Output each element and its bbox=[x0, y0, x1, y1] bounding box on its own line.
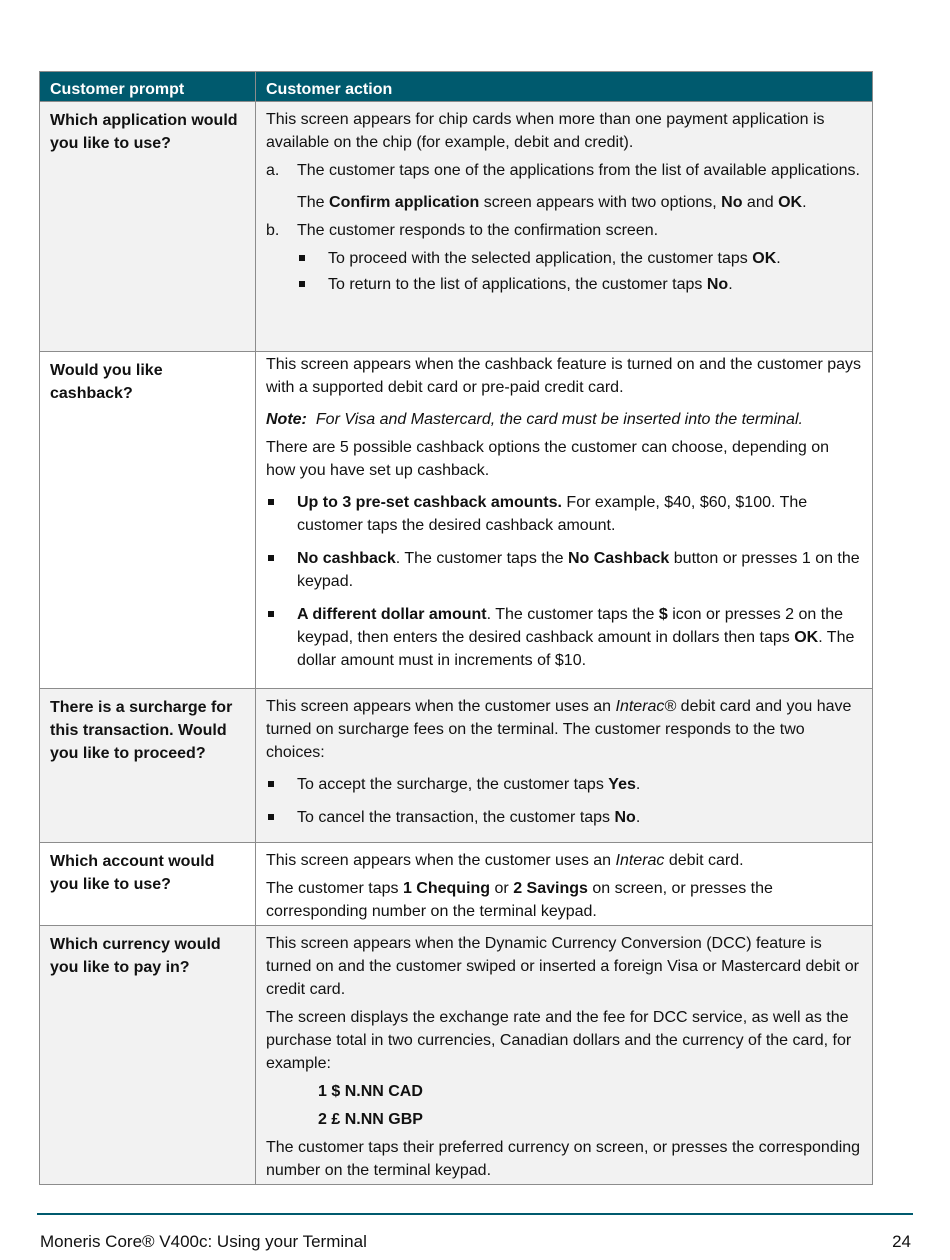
list-item bbox=[266, 547, 862, 593]
text: on screen, or presses the corresponding number on the terminal keypad. bbox=[266, 880, 773, 920]
text: This screen appears when the customer uses an bbox=[266, 698, 616, 715]
text: . bbox=[776, 250, 781, 267]
paragraph: This screen appears when the Dynamic Currency Conversion (DCC) feature is turned on and the customer swiped or inserted a foreign Visa or Mastercard debit or credit card. bbox=[266, 935, 859, 998]
action-cell bbox=[256, 843, 873, 926]
page-number: 24 bbox=[892, 1232, 911, 1251]
header-customer-prompt: Customer prompt bbox=[40, 72, 256, 102]
list-item bbox=[266, 491, 862, 537]
action-cell bbox=[256, 689, 873, 843]
text: This screen appears when the customer uses an bbox=[266, 852, 616, 869]
text: . The customer taps the bbox=[395, 550, 568, 567]
list-item bbox=[266, 806, 862, 829]
text: and bbox=[742, 194, 779, 211]
paragraph bbox=[266, 695, 862, 764]
text: To return to the list of applications, the customer taps bbox=[328, 276, 707, 293]
step-text: The customer taps one of the applications from the list of available applications. bbox=[297, 162, 860, 179]
prompt-cell: Which currency would you like to pay in? bbox=[40, 926, 256, 1185]
prompt-cell: Which account would you like to use? bbox=[40, 843, 256, 926]
paragraph bbox=[266, 877, 862, 923]
text: To cancel the transaction, the customer taps bbox=[297, 809, 615, 826]
table-row bbox=[40, 102, 873, 352]
bold-text: No bbox=[721, 194, 743, 211]
step-text: The customer responds to the confirmation screen. bbox=[297, 222, 659, 239]
italic-text: Interac bbox=[615, 852, 665, 869]
bold-text: OK bbox=[794, 629, 819, 646]
paragraph: The customer taps their preferred currency on screen, or presses the corresponding number on the terminal keypad. bbox=[266, 1139, 861, 1179]
text: screen appears with two options, bbox=[479, 194, 722, 211]
list-item bbox=[266, 603, 862, 672]
text: . bbox=[635, 776, 641, 793]
bold-text: OK bbox=[778, 194, 803, 211]
text: To accept the surcharge, the customer taps bbox=[297, 776, 609, 793]
table-row bbox=[40, 926, 873, 1185]
prompt-cell: Would you like cashback? bbox=[40, 352, 256, 689]
note-label: Note: bbox=[266, 411, 307, 428]
action-cell bbox=[256, 926, 873, 1185]
table-row bbox=[40, 352, 873, 689]
prompt-cell: Which application would you like to use? bbox=[40, 102, 256, 352]
currency-example: 1 $ N.NN CAD bbox=[318, 1083, 423, 1100]
text: debit card. bbox=[664, 852, 744, 869]
step-b bbox=[266, 219, 862, 242]
paragraph: This screen appears when the cashback feature is turned on and the customer pays with a supported debit card or pre-paid credit card. bbox=[266, 356, 862, 396]
footer-title: Moneris Core® V400c: Using your Terminal bbox=[40, 1232, 367, 1251]
note bbox=[266, 408, 862, 431]
text: The customer taps bbox=[266, 880, 403, 897]
bold-text: A different dollar amount bbox=[297, 606, 487, 623]
list-item bbox=[266, 247, 862, 270]
bold-text: No cashback bbox=[297, 550, 396, 567]
bold-text: 2 Savings bbox=[513, 880, 588, 897]
step-label: a. bbox=[266, 162, 280, 179]
paragraph: This screen appears for chip cards when more than one payment application is available on the chip (for example, debit and credit). bbox=[266, 111, 825, 151]
text: . The customer taps the bbox=[486, 606, 659, 623]
text: . bbox=[635, 809, 641, 826]
text: or bbox=[490, 880, 514, 897]
action-cell bbox=[256, 352, 873, 689]
text: For example, $40, $60, $100. The customer taps the desired cashback amount. bbox=[297, 494, 808, 534]
text: . The dollar amount must in increments of $10. bbox=[297, 629, 855, 669]
step-label: b. bbox=[266, 222, 280, 239]
list-item bbox=[266, 273, 862, 296]
step-a bbox=[266, 159, 862, 182]
bold-text: No bbox=[706, 276, 729, 293]
bold-text: Confirm application bbox=[329, 194, 480, 211]
customer-prompts-table bbox=[39, 71, 873, 1185]
bold-text: Yes bbox=[608, 776, 636, 793]
bold-text: Up to 3 pre-set cashback amounts. bbox=[297, 494, 562, 511]
text: button or presses 1 on the keypad. bbox=[297, 550, 860, 590]
prompt-cell: There is a surcharge for this transaction. Would you like to proceed? bbox=[40, 689, 256, 843]
text: . bbox=[728, 276, 733, 293]
bold-text: $ bbox=[658, 606, 668, 623]
bold-text: 1 Chequing bbox=[402, 880, 491, 897]
paragraph: There are 5 possible cashback options the customer can choose, depending on how you have set up cashback. bbox=[266, 439, 830, 479]
header-customer-action: Customer action bbox=[256, 72, 873, 102]
text: . bbox=[802, 194, 807, 211]
confirm-paragraph bbox=[266, 191, 862, 214]
paragraph bbox=[266, 849, 862, 872]
currency-example: 2 £ N.NN GBP bbox=[318, 1111, 423, 1128]
italic-text: Interac® bbox=[615, 698, 677, 715]
action-cell bbox=[256, 102, 873, 352]
note-text: For Visa and Mastercard, the card must be inserted into the terminal. bbox=[315, 411, 803, 428]
list-item bbox=[266, 773, 862, 796]
bold-text: OK bbox=[752, 250, 777, 267]
text: debit card and you have turned on surcharge fees on the terminal. The customer responds to the two choices: bbox=[266, 698, 852, 761]
table-row bbox=[40, 843, 873, 926]
text: icon or presses 2 on the keypad, then enters the desired cashback amount in dollars then taps bbox=[297, 606, 843, 646]
table-header-row bbox=[40, 72, 873, 102]
footer-divider bbox=[37, 1213, 913, 1215]
bold-text: No bbox=[614, 809, 636, 826]
paragraph: The screen displays the exchange rate and the fee for DCC service, as well as the purchase total in two currencies, Canadian dollars and the currency of the card, for example: bbox=[266, 1009, 852, 1072]
bold-text: No Cashback bbox=[567, 550, 670, 567]
text: The bbox=[297, 194, 330, 211]
table-row bbox=[40, 689, 873, 843]
text: To proceed with the selected application, the customer taps bbox=[328, 250, 753, 267]
